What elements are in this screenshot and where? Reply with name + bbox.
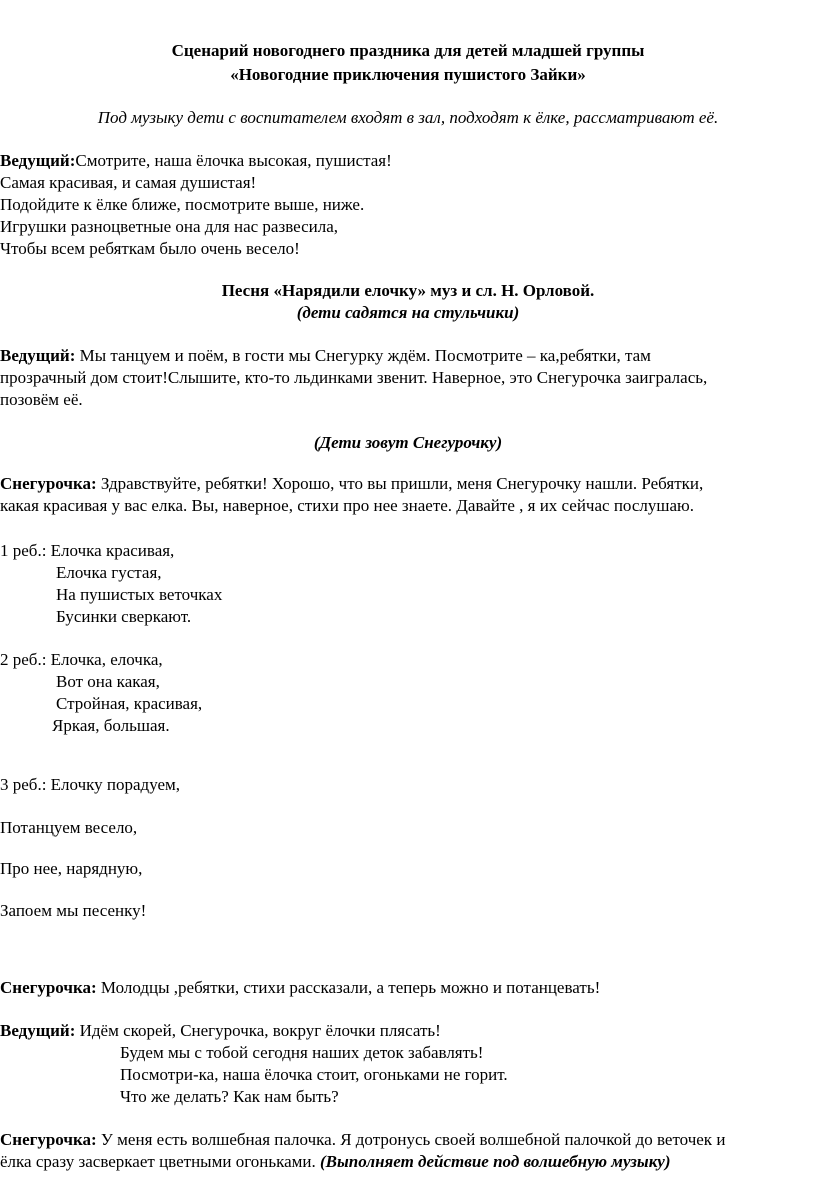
host-text: Смотрите, наша ёлочка высокая, пушистая! [75, 151, 392, 170]
host2-line-1 [0, 345, 651, 367]
poem1-line-2: Елочка густая, [56, 563, 162, 582]
poem1-text: Елочка красивая, [46, 541, 175, 560]
poem3-line-1 [0, 774, 180, 796]
host3-line-3: Посмотри-ка, наша ёлочка стоит, огоньками не горит. [120, 1065, 508, 1084]
poem3-text: Елочку порадуем, [46, 775, 181, 794]
call-stage-direction: (Дети зовут Снегурочку) [313, 433, 503, 452]
speaker-label: Снегурочка: [0, 474, 97, 493]
speaker-label: Ведущий: [0, 1021, 76, 1040]
host-line-1 [0, 150, 392, 172]
poem1-line-4: Бусинки сверкают. [56, 607, 192, 626]
host2-text: Мы танцуем и поём, в гости мы Снегурку ждём. Посмотрите – ка,ребятки, там [75, 346, 651, 365]
poem2-label: 2 реб.: [0, 650, 47, 669]
poem1-line-1 [0, 540, 174, 562]
poem3-line-3: Про нее, нарядную, [0, 859, 143, 878]
poem3-line-2: Потанцуем весело, [0, 818, 138, 837]
magic-action-direction: (Выполняет действие под волшебную музыку) [320, 1152, 671, 1171]
poem3-line-4: Запоем мы песенку! [0, 901, 147, 920]
speaker-label: Ведущий: [0, 346, 76, 365]
title-line-1: Сценарий новогоднего праздника для детей младшей группы [171, 41, 645, 60]
snow-maiden3-line-1 [0, 1129, 725, 1151]
host-line-2: Самая красивая, и самая душистая! [0, 173, 257, 192]
poem1-line-3: На пушистых веточках [56, 585, 223, 604]
host3-line-4: Что же делать? Как нам быть? [120, 1087, 339, 1106]
snow-maiden2-line [0, 977, 600, 999]
snow-maiden-line-1 [0, 473, 703, 495]
host3-text: Идём скорей, Снегурочка, вокруг ёлочки плясать! [75, 1021, 441, 1040]
host2-line-2: прозрачный дом стоит!Слышите, кто-то льдинками звенит. Наверное, это Снегурочка заигралась, [0, 368, 708, 387]
snow-maiden3-text-2: ёлка сразу засверкает цветными огоньками. [0, 1152, 321, 1171]
poem3-label: 3 реб.: [0, 775, 47, 794]
song-note: (дети садятся на стульчики) [296, 303, 520, 322]
poem2-text: Елочка, елочка, [46, 650, 163, 669]
snow-maiden3-text: У меня есть волшебная палочка. Я дотронусь своей волшебной палочкой до веточек и [96, 1130, 726, 1149]
host3-line-2: Будем мы с тобой сегодня наших деток забавлять! [120, 1043, 484, 1062]
title-line-2: «Новогодние приключения пушистого Зайки» [230, 65, 586, 84]
snow-maiden-line-2: какая красивая у вас елка. Вы, наверное, стихи про нее знаете. Давайте , я их сейчас послушаю. [0, 496, 694, 515]
snow-maiden-text: Здравствуйте, ребятки! Хорошо, что вы пришли, меня Снегурочку нашли. Ребятки, [96, 474, 704, 493]
speaker-label: Снегурочка: [0, 1130, 97, 1149]
poem2-line-4: Яркая, большая. [52, 716, 170, 735]
host3-line-1 [0, 1020, 441, 1042]
intro-stage-direction: Под музыку дети с воспитателем входят в зал, подходят к ёлке, рассматривают её. [97, 108, 719, 127]
host-line-5: Чтобы всем ребяткам было очень весело! [0, 239, 300, 258]
host-line-3: Подойдите к ёлке ближе, посмотрите выше, ниже. [0, 195, 365, 214]
poem2-line-1 [0, 649, 163, 671]
snow-maiden3-line-2 [0, 1151, 671, 1173]
poem2-line-2: Вот она какая, [56, 672, 160, 691]
poem2-line-3: Стройная, красивая, [56, 694, 203, 713]
host2-line-3: позовём её. [0, 390, 83, 409]
poem1-label: 1 реб.: [0, 541, 47, 560]
snow-maiden2-text: Молодцы ,ребятки, стихи рассказали, а теперь можно и потанцевать! [96, 978, 601, 997]
song-title: Песня «Нарядили елочку» муз и сл. Н. Орловой. [221, 281, 595, 300]
speaker-label: Ведущий: [0, 151, 76, 170]
host-line-4: Игрушки разноцветные она для нас развесила, [0, 217, 339, 236]
speaker-label: Снегурочка: [0, 978, 97, 997]
